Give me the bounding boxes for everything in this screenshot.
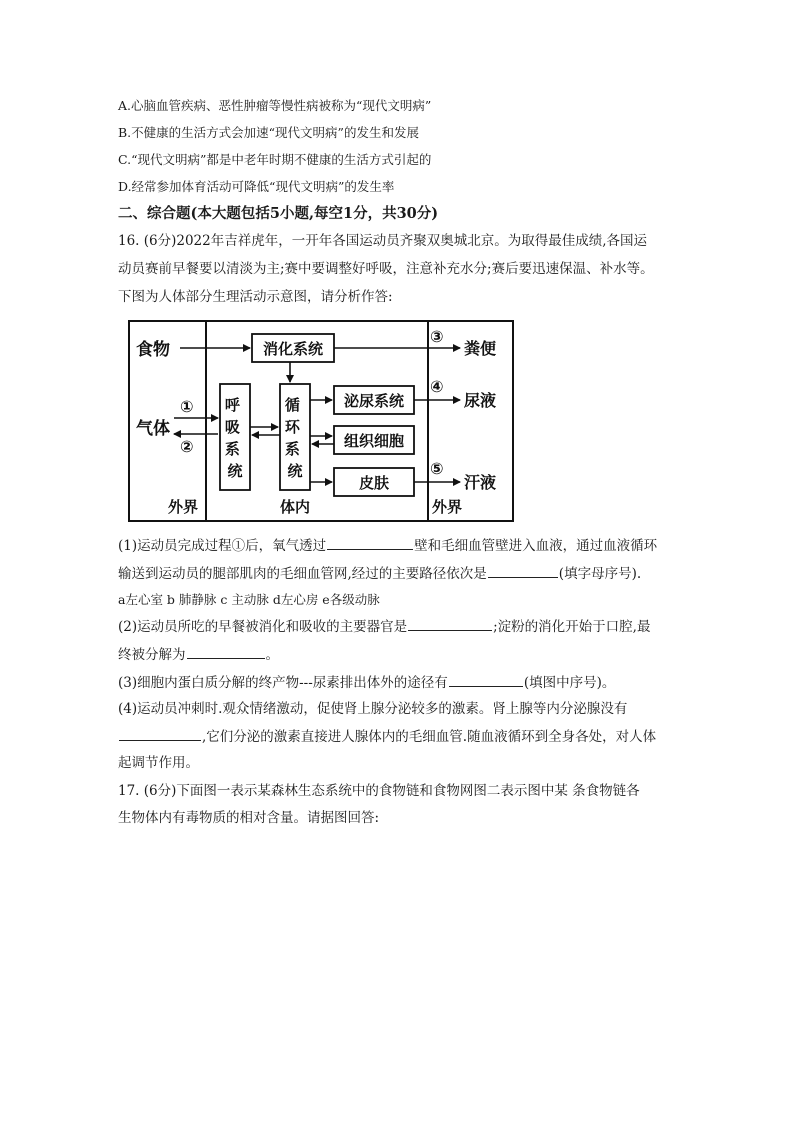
q17-intro-2: 生物体内有毒物质的相对含量。请据图回答: [118, 810, 380, 826]
q16-part3-text-a: (3)细胞内蛋白质分解的终产物---尿素排出体外的途径有 [118, 675, 448, 691]
q16-part2-text-b: ;淀粉的消化开始于口腔,最 [493, 619, 651, 635]
q16-part4-line1: (4)运动员冲刺时.观众情绪激动，促使肾上腺分泌较多的激素。肾上腺等内分泌腺没有 [118, 701, 628, 717]
marker-5: ⑤ [430, 459, 444, 478]
marker-4: ④ [430, 377, 444, 396]
q16-part1-text-b: 壁和毛细血管壁进入血液，通过血液循环 [414, 538, 658, 554]
q16-part1-line1 [118, 535, 657, 556]
circulatory-system-label: 循 环 系 统 [284, 396, 303, 480]
marker-1: ① [180, 397, 194, 416]
q16-part1-choices: a左心室 b 肺静脉 c 主动脉 d左心房 e各级动脉 [118, 592, 380, 607]
marker-2: ② [180, 437, 194, 456]
answer-blank-2[interactable] [488, 563, 558, 578]
option-b: B.不健康的生活方式会加速“现代文明病”的发生和发展 [118, 125, 419, 140]
skin-label: 皮肤 [358, 474, 390, 492]
q16-part3 [118, 672, 615, 693]
answer-blank-5[interactable] [449, 672, 523, 687]
option-d: D.经常参加体育活动可降低“现代文明病”的发生率 [118, 179, 395, 194]
physiology-diagram [128, 320, 514, 522]
q16-part2-line1 [118, 616, 650, 637]
option-c: C.“现代文明病”都是中老年时期不健康的生活方式引起的 [118, 152, 432, 167]
urine-label: 尿液 [464, 391, 497, 410]
q16-part2-text-d: 。 [265, 647, 279, 663]
answer-blank-6[interactable] [119, 726, 201, 741]
q16-part2-text-a: (2)运动员所吃的早餐被消化和吸收的主要器官是 [118, 619, 408, 635]
q17-intro-1: 17. (6分)下面图一表示某森林生态系统中的食物链和食物网图二表示图中某 条食物链各 [118, 783, 640, 799]
q16-part1-text-a: (1)运动员完成过程①后，氧气透过 [118, 538, 327, 554]
q16-intro-3: 下图为人体部分生理活动示意图，请分析作答: [118, 289, 393, 305]
option-a: A.心脑血管疾病、恶性肿瘤等慢性病被称为“现代文明病” [118, 98, 432, 113]
inside-label: 体内 [280, 498, 311, 516]
section-title: 二、综合题(本大题包括5小题,每空1分，共30分) [118, 205, 439, 222]
food-label: 食物 [136, 340, 170, 360]
marker-3: ③ [430, 327, 444, 346]
q16-part2-line2 [118, 644, 279, 665]
q16-part4-line3: 起调节作用。 [118, 755, 199, 771]
q16-intro-1: 16. (6分)2022年吉祥虎年，一开年各国运动员齐聚双奥城北京。为取得最佳成绩,各国运 [118, 233, 648, 249]
q16-part1-line2 [118, 563, 641, 584]
answer-blank-3[interactable] [408, 616, 492, 631]
feces-label: 粪便 [464, 339, 497, 358]
digestive-system-label: 消化系统 [262, 340, 324, 358]
q16-intro-2: 动员赛前早餐要以清淡为主;赛中要调整好呼吸，注意补充水分;赛后要迅速保温、补水等。 [118, 261, 654, 277]
outside-right-label: 外界 [432, 498, 463, 516]
outside-left-label: 外界 [168, 498, 199, 516]
answer-blank-4[interactable] [187, 644, 265, 659]
sweat-label: 汗液 [464, 473, 497, 492]
q16-part4-text-b: ,它们分泌的激素直接进人腺体内的毛细血管.随血液循环到全身各处，对人体 [202, 729, 657, 745]
q16-part1-text-c: 输送到运动员的腿部肌肉的毛细血管网,经过的主要路径依次是 [118, 566, 487, 582]
urinary-system-label: 泌尿系统 [343, 392, 405, 410]
answer-blank-1[interactable] [327, 535, 413, 550]
gas-label: 气体 [136, 419, 170, 439]
q16-part1-text-d: (填字母序号). [558, 566, 642, 582]
q16-part4-line2 [118, 726, 656, 747]
tissue-cells-label: 组织细胞 [343, 432, 405, 450]
q16-part2-text-c: 终被分解为 [118, 647, 186, 663]
respiratory-system-label: 呼 吸 系 统 [224, 396, 243, 480]
q16-part3-text-b: (填图中序号)。 [523, 675, 616, 691]
